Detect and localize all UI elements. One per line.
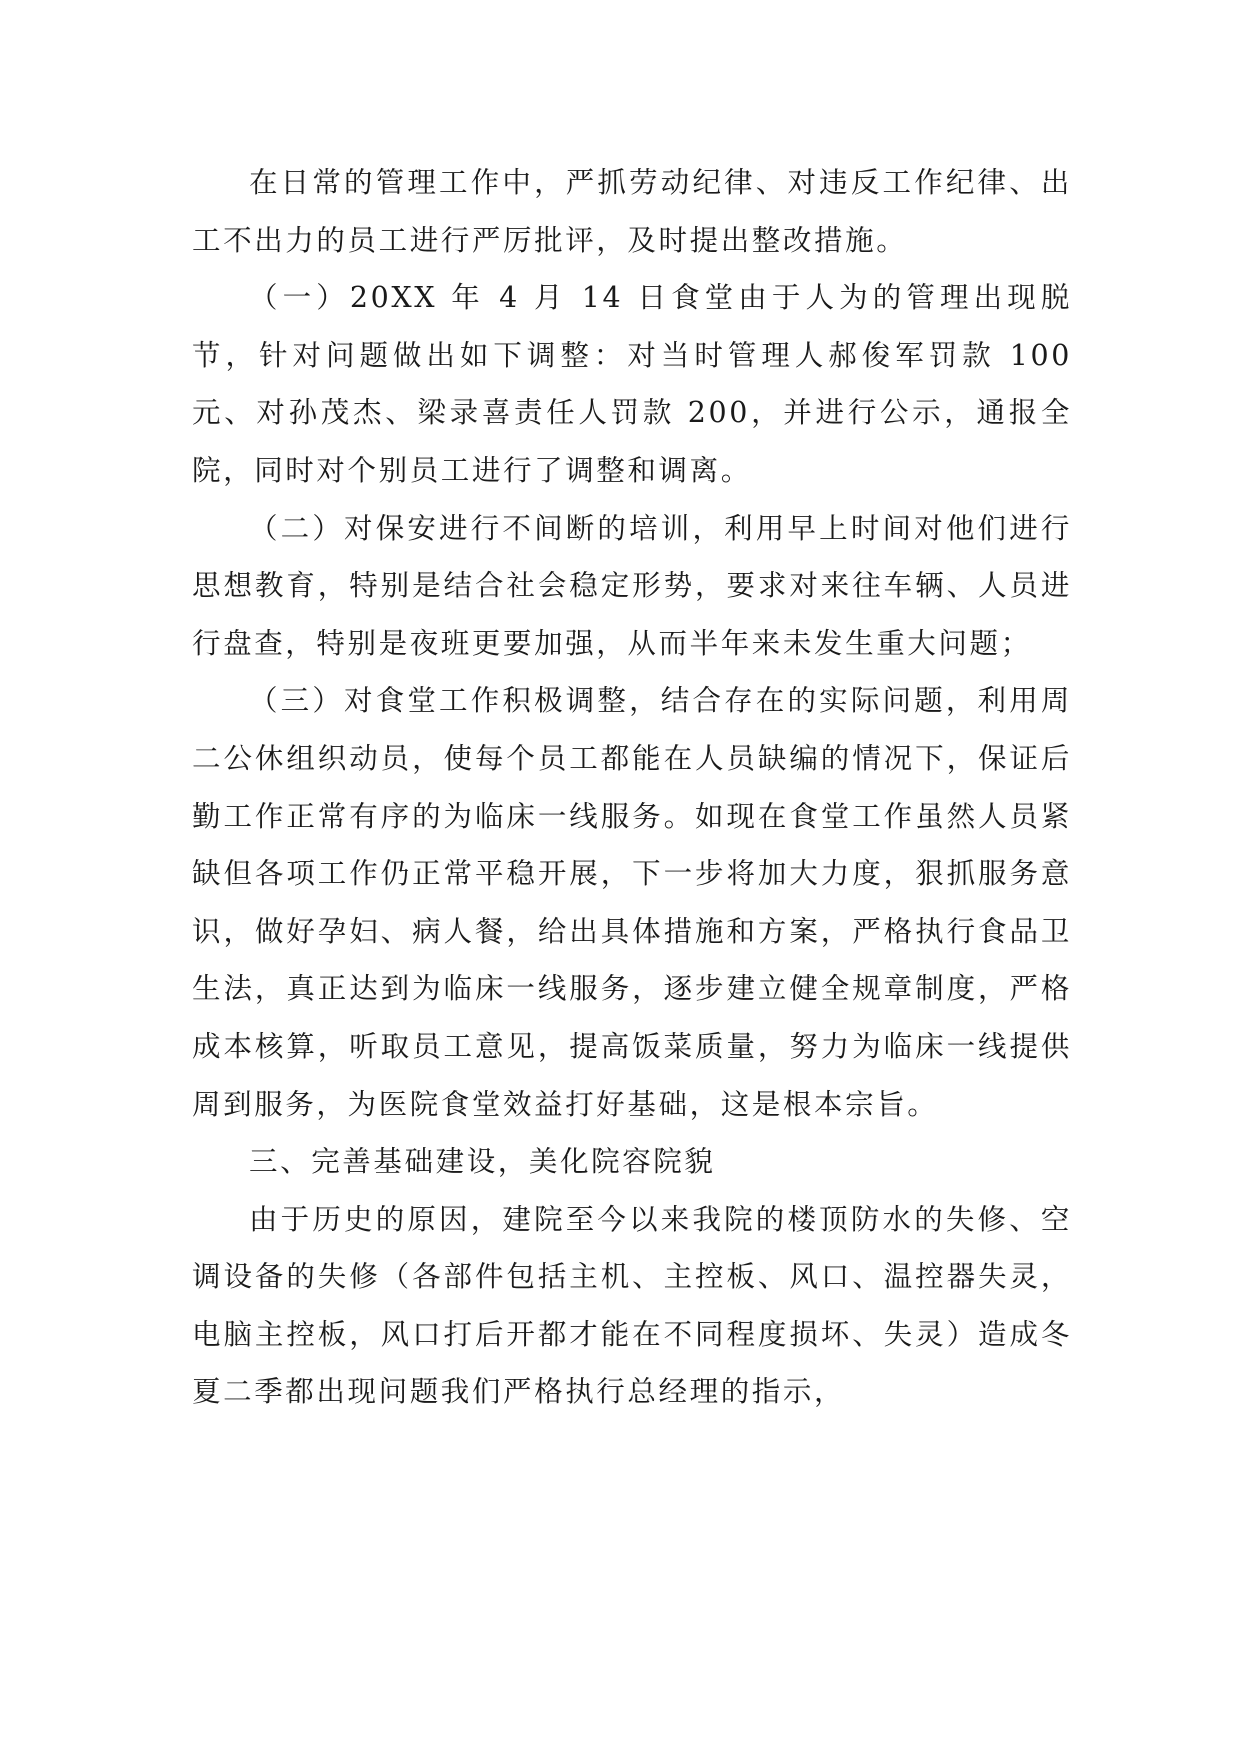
section-heading-infrastructure: 三、完善基础建设，美化院容院貌 — [249, 1145, 716, 1179]
paragraph-canteen-adjustment: （一）20XX 年 4 月 14 日食堂由于人为的管理出现脱节，针对问题做出如下调整：对当时管理人郝俊军罚款 100 元、对孙茂杰、梁录喜责任人罚款 200，并进行公示，通报全院，同时对个别员工进行了调整和调离。 — [192, 281, 1072, 487]
paragraph-history-repairs: 由于历史的原因，建院至今以来我院的楼顶防水的失修、空调设备的失修（各部件包括主机、主控板、风口、温控器失灵，电脑主控板，风口打后开都才能在不同程度损坏、失灵）造成冬夏二季都出现问题我们严格执行总经理的指示， — [192, 1202, 1072, 1409]
document-body — [192, 154, 1072, 1421]
paragraph-labor-discipline: 在日常的管理工作中，严抓劳动纪律、对违反工作纪律、出工不出力的员工进行严厉批评，及时提出整改措施。 — [192, 166, 1072, 257]
paragraph-security-training: （二）对保安进行不间断的培训，利用早上时间对他们进行思想教育，特别是结合社会稳定形势，要求对来往车辆、人员进行盘查，特别是夜班更要加强，从而半年来未发生重大问题； — [192, 511, 1072, 660]
paragraph-canteen-work: （三）对食堂工作积极调整，结合存在的实际问题，利用周二公休组织动员，使每个员工都能在人员缺编的情况下，保证后勤工作正常有序的为临床一线服务。如现在食堂工作虽然人员紧缺但各项工作仍正常平稳开展，下一步将加大力度，狠抓服务意识，做好孕妇、病人餐，给出具体措施和方案，严格执行食品卫生法，真正达到为临床一线服务，逐步建立健全规章制度，严格成本核算，听取员工意见，提高饭菜质量，努力为临床一线提供周到服务，为医院食堂效益打好基础，这是根本宗旨。 — [192, 684, 1072, 1121]
